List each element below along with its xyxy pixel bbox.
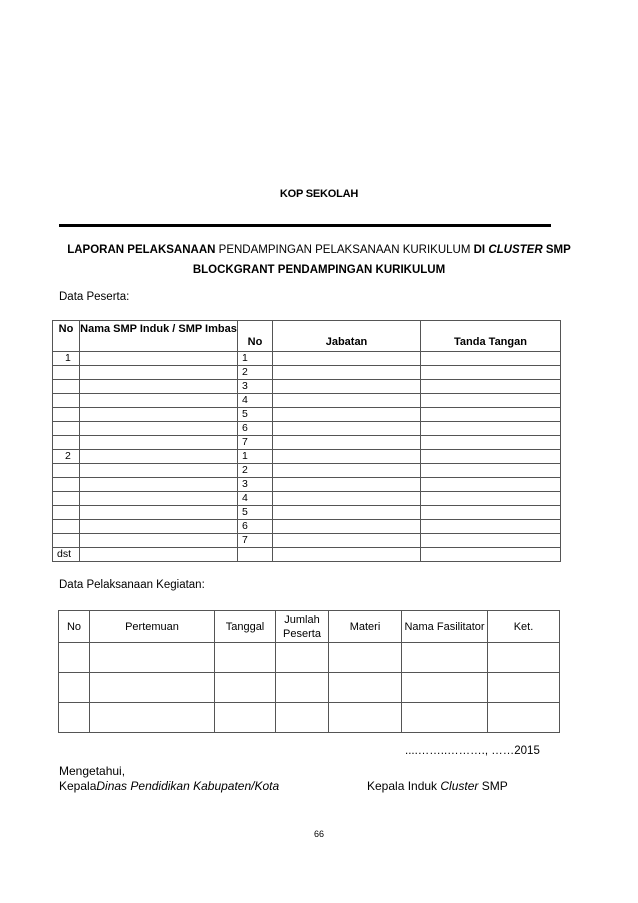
- cell-group-no: [53, 394, 80, 408]
- cell-school: [80, 534, 238, 548]
- cell-member-no: 3: [238, 478, 273, 492]
- cell-group-no: 1: [53, 352, 80, 366]
- cell-empty: [80, 548, 238, 562]
- cell-empty: [90, 703, 215, 733]
- col-header-jabatan: Jabatan: [273, 321, 421, 352]
- col-header-no: No: [53, 321, 80, 352]
- cell-tanda-tangan: [421, 478, 561, 492]
- cell-empty: [215, 643, 276, 673]
- cell-member-no: 2: [238, 366, 273, 380]
- table-row: [53, 534, 561, 548]
- act-header-no: No: [59, 611, 90, 643]
- cell-empty: [90, 643, 215, 673]
- cell-group-no: [53, 464, 80, 478]
- cell-tanda-tangan: [421, 380, 561, 394]
- cell-group-no: [53, 422, 80, 436]
- cell-group-no: [53, 534, 80, 548]
- cell-group-no: [53, 492, 80, 506]
- cell-empty: [402, 703, 488, 733]
- cell-jabatan: [273, 422, 421, 436]
- cell-jabatan: [273, 380, 421, 394]
- table-row: [59, 643, 560, 673]
- col-header-school: Nama SMP Induk / SMP Imbas: [80, 321, 238, 352]
- cell-empty: [488, 673, 560, 703]
- cell-school: [80, 394, 238, 408]
- table-row: [53, 408, 561, 422]
- cell-jabatan: [273, 520, 421, 534]
- table-row: [53, 506, 561, 520]
- activities-table: [58, 610, 560, 733]
- table-row: [53, 464, 561, 478]
- cell-empty: [402, 673, 488, 703]
- cell-school: [80, 436, 238, 450]
- cell-school: [80, 450, 238, 464]
- cell-school: [80, 408, 238, 422]
- cell-empty: [276, 643, 329, 673]
- table-row: [53, 520, 561, 534]
- cell-member-no: 6: [238, 422, 273, 436]
- cell-jabatan: [273, 492, 421, 506]
- col-header-no2: No: [238, 321, 273, 352]
- cell-group-no: [53, 366, 80, 380]
- cell-empty: [215, 673, 276, 703]
- cell-jabatan: [273, 436, 421, 450]
- cell-tanda-tangan: [421, 520, 561, 534]
- cell-jabatan: [273, 352, 421, 366]
- title-normal-1: PENDAMPINGAN PELAKSANAAN KURIKULUM: [215, 244, 474, 256]
- table-row: [53, 478, 561, 492]
- table-row: [53, 492, 561, 506]
- cell-empty: [90, 673, 215, 703]
- cell-member-no: 2: [238, 464, 273, 478]
- act-header-tanggal: Tanggal: [215, 611, 276, 643]
- cell-tanda-tangan: [421, 422, 561, 436]
- cell-member-no: 6: [238, 520, 273, 534]
- cell-empty: [215, 703, 276, 733]
- cell-empty: [273, 548, 421, 562]
- activities-header-row: [59, 611, 560, 643]
- report-title-line1: [59, 240, 579, 260]
- cell-school: [80, 380, 238, 394]
- page-number: 66: [313, 829, 324, 839]
- cell-tanda-tangan: [421, 492, 561, 506]
- cell-member-no: 5: [238, 506, 273, 520]
- act-header-materi: Materi: [329, 611, 402, 643]
- table-row: [53, 450, 561, 464]
- cell-empty: [59, 703, 90, 733]
- cell-empty: [402, 643, 488, 673]
- cell-tanda-tangan: [421, 534, 561, 548]
- cell-empty: [59, 643, 90, 673]
- cell-jabatan: [273, 394, 421, 408]
- table-row-last: [53, 548, 561, 562]
- cell-tanda-tangan: [421, 506, 561, 520]
- cell-tanda-tangan: [421, 450, 561, 464]
- participants-label: Data Peserta:: [59, 291, 130, 303]
- title-bold-2: DI: [473, 244, 489, 256]
- cell-school: [80, 422, 238, 436]
- left-signatory-prefix: Kepala: [59, 779, 97, 793]
- table-row: [53, 422, 561, 436]
- title-bold-italic: CLUSTER: [488, 244, 543, 256]
- participants-body: [53, 352, 561, 562]
- cell-tanda-tangan: [421, 436, 561, 450]
- cell-jabatan: [273, 366, 421, 380]
- right-signatory: [367, 779, 508, 793]
- left-signatory-italic: Dinas Pendidikan Kabupaten/Kota: [96, 779, 280, 793]
- cell-empty: [421, 548, 561, 562]
- cell-tanda-tangan: [421, 366, 561, 380]
- col-header-tanda-tangan: Tanda Tangan: [421, 321, 561, 352]
- cell-jabatan: [273, 408, 421, 422]
- cell-empty: [276, 673, 329, 703]
- cell-member-no: 1: [238, 352, 273, 366]
- cell-group-no: [53, 478, 80, 492]
- cell-empty: [329, 703, 402, 733]
- cell-empty: [488, 703, 560, 733]
- cell-tanda-tangan: [421, 394, 561, 408]
- title-bold-1: LAPORAN PELAKSANAAN: [67, 244, 216, 256]
- cell-member-no: 3: [238, 380, 273, 394]
- kop-sekolah: KOP SEKOLAH: [279, 188, 359, 200]
- cell-school: [80, 520, 238, 534]
- cell-school: [80, 506, 238, 520]
- knowing-label: Mengetahui,: [59, 764, 126, 778]
- act-header-ket: Ket.: [488, 611, 560, 643]
- participants-table: [52, 320, 561, 562]
- cell-empty: [329, 673, 402, 703]
- cell-empty: [488, 643, 560, 673]
- report-title: [59, 240, 579, 280]
- cell-school: [80, 352, 238, 366]
- cell-member-no: 4: [238, 394, 273, 408]
- table-row: [53, 436, 561, 450]
- cell-jabatan: [273, 506, 421, 520]
- cell-dst: dst: [53, 548, 80, 562]
- cell-group-no: [53, 436, 80, 450]
- cell-group-no: [53, 520, 80, 534]
- cell-jabatan: [273, 464, 421, 478]
- cell-member-no: 4: [238, 492, 273, 506]
- cell-jabatan: [273, 450, 421, 464]
- cell-member-no: 7: [238, 436, 273, 450]
- table-row: [59, 673, 560, 703]
- cell-school: [80, 464, 238, 478]
- cell-empty: [238, 548, 273, 562]
- cell-tanda-tangan: [421, 408, 561, 422]
- activities-label: Data Pelaksanaan Kegiatan:: [59, 579, 205, 591]
- cell-group-no: [53, 380, 80, 394]
- table-row: [53, 352, 561, 366]
- cell-tanda-tangan: [421, 464, 561, 478]
- cell-member-no: 7: [238, 534, 273, 548]
- cell-empty: [329, 643, 402, 673]
- cell-tanda-tangan: [421, 352, 561, 366]
- right-signatory-suffix: SMP: [478, 779, 508, 793]
- cell-jabatan: [273, 534, 421, 548]
- table-row: [59, 703, 560, 733]
- cell-school: [80, 366, 238, 380]
- act-header-pertemuan: Pertemuan: [90, 611, 215, 643]
- act-header-nama-fasilitator: Nama Fasilitator: [402, 611, 488, 643]
- cell-group-no: [53, 408, 80, 422]
- header-divider: [59, 224, 551, 227]
- cell-group-no: 2: [53, 450, 80, 464]
- cell-school: [80, 492, 238, 506]
- act-header-jumlah-peserta: Jumlah Peserta: [276, 611, 329, 643]
- cell-group-no: [53, 506, 80, 520]
- activities-body: [59, 643, 560, 733]
- cell-jabatan: [273, 478, 421, 492]
- table-row: [53, 394, 561, 408]
- date-line: ....……..………., ……2015: [405, 745, 540, 757]
- right-signatory-prefix: Kepala Induk: [367, 779, 441, 793]
- title-bold-3: SMP: [542, 244, 571, 256]
- report-title-line2: BLOCKGRANT PENDAMPINGAN KURIKULUM: [192, 264, 446, 276]
- cell-empty: [59, 673, 90, 703]
- right-signatory-italic: Cluster: [440, 779, 479, 793]
- table-row: [53, 366, 561, 380]
- table-row: [53, 380, 561, 394]
- cell-school: [80, 478, 238, 492]
- participants-header-row: [53, 321, 561, 352]
- cell-member-no: 1: [238, 450, 273, 464]
- cell-empty: [276, 703, 329, 733]
- cell-member-no: 5: [238, 408, 273, 422]
- left-signatory: [59, 779, 279, 793]
